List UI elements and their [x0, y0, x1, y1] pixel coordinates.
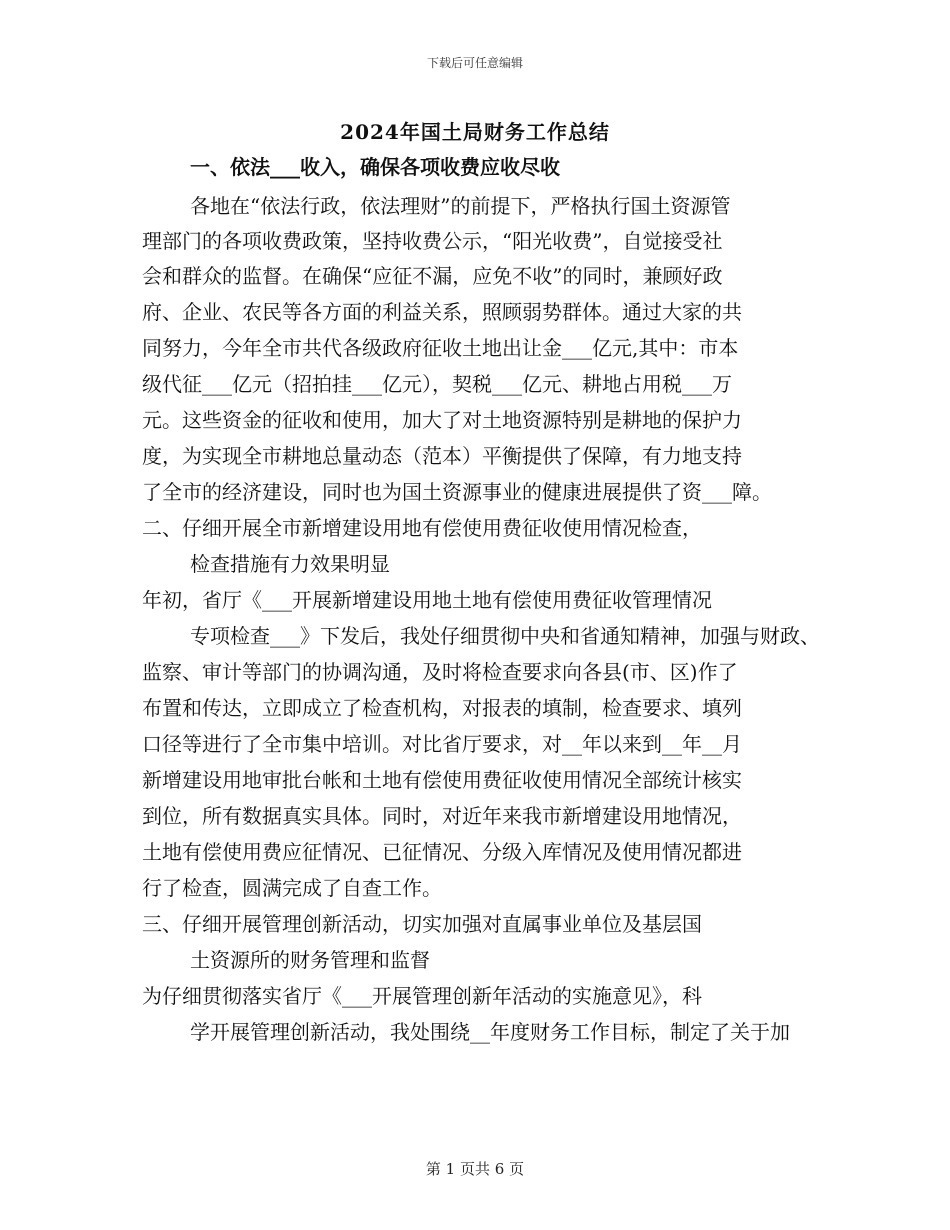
- document-title: 2024年国土局财务工作总结: [340, 120, 610, 144]
- body-line: 级代征___亿元（招拍挂___亿元），契税___亿元、耕地占用税___万: [142, 372, 732, 396]
- body-line: 新增建设用地审批台帐和土地有偿使用费征收使用情况全部统计核实: [142, 768, 742, 792]
- body-line: 会和群众的监督。在确保“应征不漏，应免不收”的同时，兼顾好政: [142, 264, 723, 288]
- section-heading-2: 检查措施有力效果明显: [190, 552, 390, 576]
- section-heading-2-cont: 年初，省厅《___开展新增建设用地土地有偿使用费征收管理情况: [142, 588, 712, 612]
- body-line: 到位，所有数据真实具体。同时，对近年来我市新增建设用地情况，: [142, 804, 742, 828]
- body-line: 元。这些资金的征收和使用，加大了对土地资源特别是耕地的保护力: [142, 408, 742, 432]
- body-line: 学开展管理创新活动，我处围绕__年度财务工作目标，制定了关于加: [190, 1020, 790, 1044]
- page-footer: 第 1 页共 6 页: [425, 1160, 525, 1178]
- body-line: 了全市的经济建设，同时也为国土资源事业的健康进展提供了资___障。: [142, 480, 772, 504]
- body-line: 度，为实现全市耕地总量动态（范本）平衡提供了保障，有力地支持: [142, 444, 742, 468]
- body-line: 二、仔细开展全市新增建设用地有偿使用费征收使用情况检查，: [142, 516, 702, 540]
- body-line: 专项检查___》下发后，我处仔细贯彻中央和省通知精神，加强与财政、: [190, 624, 820, 648]
- body-line: 口径等进行了全市集中培训。对比省厅要求，对__年以来到__年__月: [142, 732, 742, 756]
- body-line: 土地有偿使用费应征情况、已征情况、分级入库情况及使用情况都进: [142, 840, 742, 864]
- body-line: 行了检查，圆满完成了自查工作。: [142, 876, 442, 900]
- section-heading-3: 土资源所的财务管理和监督: [190, 948, 430, 972]
- page-header: 下载后可任意编辑: [426, 56, 523, 70]
- body-line: 同努力，今年全市共代各级政府征收土地出让金___亿元,其中：市本: [142, 336, 739, 360]
- section-heading-1: 一、依法___收入，确保各项收费应收尽收: [190, 155, 560, 179]
- body-line: 三、仔细开展管理创新活动，切实加强对直属事业单位及基层国: [142, 912, 702, 936]
- body-line: 各地在“依法行政，依法理财”的前提下，严格执行国土资源管: [190, 194, 731, 218]
- body-line: 府、企业、农民等各方面的利益关系，照顾弱势群体。通过大家的共: [142, 300, 742, 324]
- section-heading-3-cont: 为仔细贯彻落实省厅《___开展管理创新年活动的实施意见》，科: [142, 984, 702, 1008]
- body-line: 理部门的各项收费政策，坚持收费公示，“阳光收费”，自觉接受社: [142, 229, 723, 253]
- body-line: 布置和传达，立即成立了检查机构，对报表的填制，检查要求、填列: [142, 696, 742, 720]
- body-line: 监察、审计等部门的协调沟通，及时将检查要求向各县(市、区)作了: [142, 660, 738, 684]
